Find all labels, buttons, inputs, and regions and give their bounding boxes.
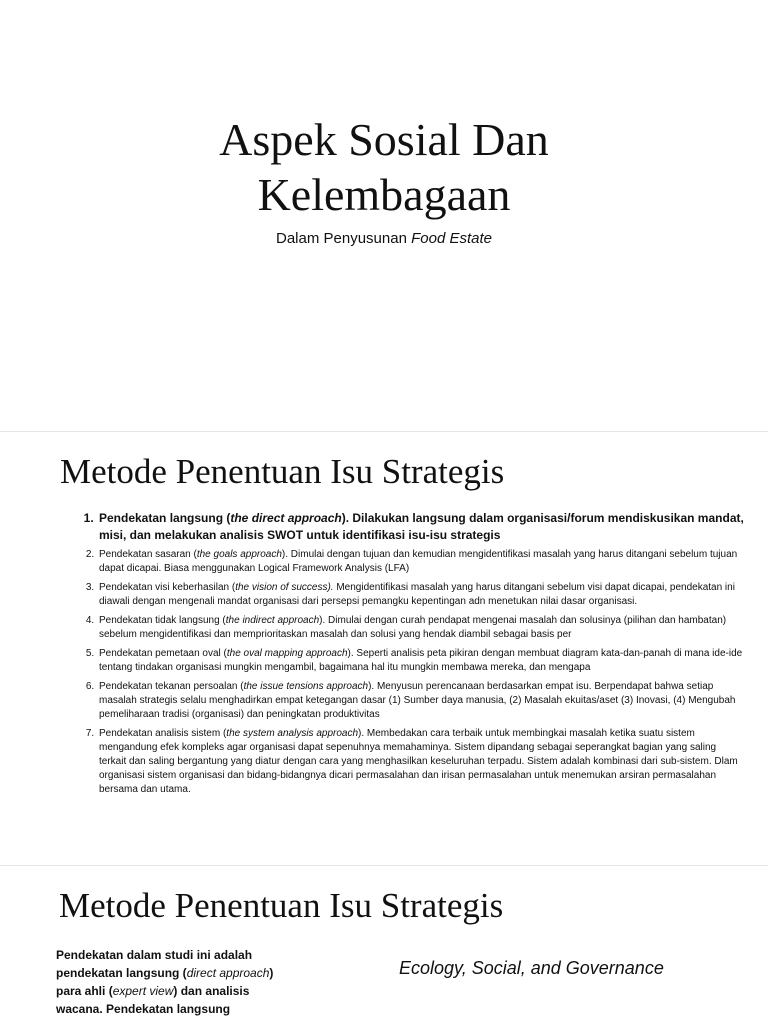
subtitle-prefix: Dalam Penyusunan — [276, 230, 412, 247]
method-item: 3. Pendekatan visi keberhasilan (the vision of success). Mengidentifikasi masalah yang harus ditangani sebelum visi dapat dicapai, pendekatan ini diawali dengan mengenali mandat organisasi dari persepsi pemangku kepentingan adn menetukan nilai dasar organisasi. — [97, 581, 745, 609]
method-item: 2. Pendekatan sasaran (the goals approach). Dimulai dengan tujuan dan kemudian mengidentifikasi masalah yang harus ditangani sebelum tujuan dapat dicapai. Biasa menggunakan Logical Framework Analysis (LFA) — [97, 548, 745, 576]
method-item: 1. Pendekatan langsung (the direct approach). Dilakukan langsung dalam organisasi/forum mendiskusikan mandat, misi, dan melakukan analisis SWOT untuk identifikasi isu-isu strategis — [97, 510, 745, 544]
methods-list — [62, 510, 745, 802]
method-item: 7. Pendekatan analisis sistem (the system analysis approach). Membedakan cara terbaik untuk membingkai masalah ketika suatu sistem mengandung efek kompleks agar organisasi dapat sepenuhnya memahaminya. Sistem dipandang sebagai seperangkat bagian yang saling terkait dan saling bergantung yang diatur dengan cara yang menghasilkan keseluruhan terpadu. Sistem adalah kombinasi dari sub-sistem. Dlam organisasi sistem organisasi dan bidang-bidangnya dicari permasalahan dan irisan permasalahan untuk menemukan arsiran permasalahan bersama dan utama. — [97, 727, 745, 797]
methods-heading: Metode Penentuan Isu Strategis — [60, 452, 505, 491]
slide-title-line2: Kelembagaan — [257, 169, 511, 220]
subtitle-italic: Food Estate — [411, 230, 492, 247]
esg-label: Ecology, Social, and Governance — [399, 958, 664, 978]
slide-title-line1: Aspek Sosial Dan — [219, 114, 549, 165]
method-item: 4. Pendekatan tidak langsung (the indirect approach). Dimulai dengan curah pendapat mengenai masalah dan solusinya (pilihan dan hambatan) sebelum mengidentifikasi dan memprioritaskan masalah dan solusi yang hendak diambil sebagai basis per — [97, 614, 745, 642]
title-slide — [0, 0, 768, 431]
approach-slide — [0, 866, 768, 1024]
method-item: 6. Pendekatan tekanan persoalan (the issue tensions approach). Menyusun perencanaan berdasarkan empat isu. Berpendapat bahwa setiap masalah strategis selalu menghadirkan empat ketegangan dasar (1) Sumber daya manusia, (2) Masalah ekuitas/aset (3) Inovasi, (4) Mengubah pemeliharaan tradisi (organisasi) dan peningkatan produktivitas — [97, 680, 745, 722]
method-item: 5. Pendekatan pemetaan oval (the oval mapping approach). Seperti analisis peta pikiran dengan membuat diagram kata-dan-panah di mana ide-ide tentang tindakan organisasi mungkin mengambil, bagaimana hal itu mungkin membawa mereka, dan mengapa — [97, 647, 745, 675]
approach-body-text: Pendekatan dalam studi ini adalah pendekatan langsung (direct approach) para ahli (expert view) dan analisis wacana. Pendekatan langsung — [56, 948, 274, 1016]
slide-title — [0, 112, 768, 222]
methods-slide — [0, 432, 768, 864]
slide-subtitle — [0, 230, 768, 247]
approach-heading: Metode Penentuan Isu Strategis — [59, 886, 504, 925]
